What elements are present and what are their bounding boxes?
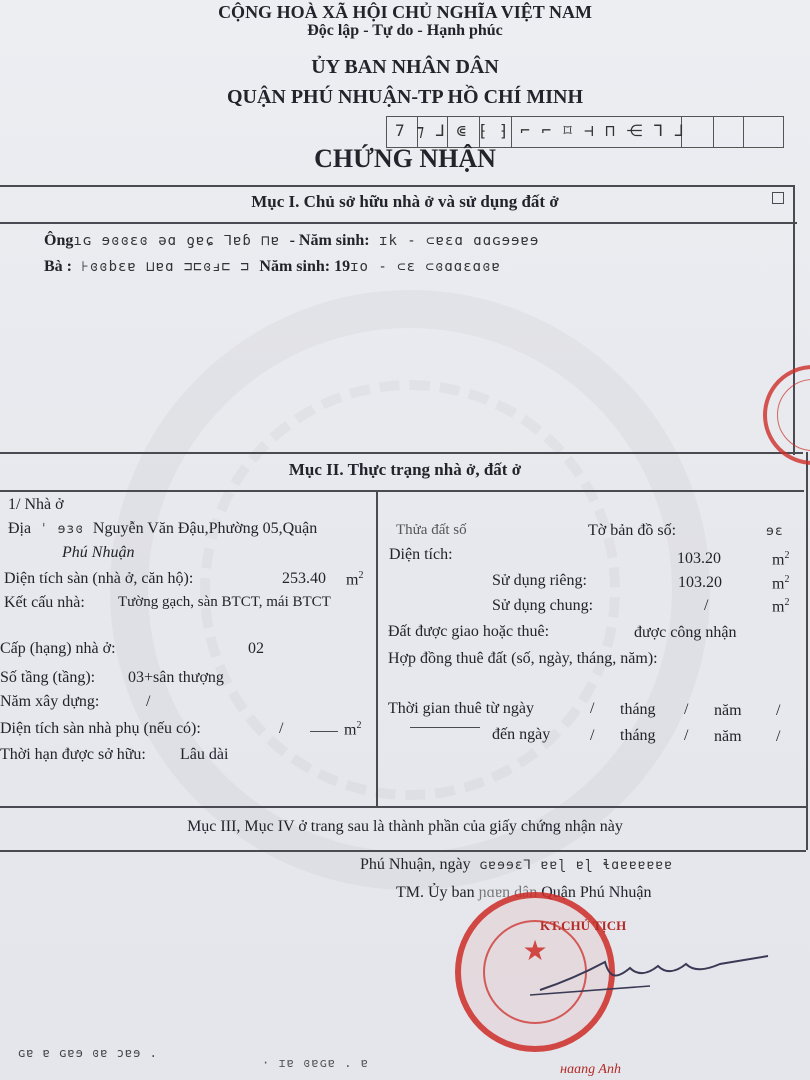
address-value: Nguyễn Văn Đậu,Phường 05,Quận bbox=[92, 520, 318, 537]
wife-birth-illegible: ɪo - ⊂ɛ ⊂ɞɑɑɛɑɞɐ bbox=[350, 259, 501, 275]
wife-name-illegible: ⊦ɞɞbɛɐ ⊔ɐɑ ⊐⊏ɞⅎ⊏ ⊐ bbox=[72, 259, 260, 275]
aux-area-label: Diện tích sàn nhà phụ (nếu có): bbox=[0, 720, 201, 737]
ownership-term-label: Thời hạn được sở hữu: bbox=[0, 746, 146, 763]
ownership-term-value: Lâu dài bbox=[180, 746, 229, 763]
agency-name: ỦY BAN NHÂN DÂN bbox=[311, 56, 499, 78]
area-unit: $m^2$ bbox=[772, 550, 790, 569]
private-use-label: Sử dụng riêng: bbox=[492, 572, 587, 589]
certificate-number-illegible: 7 ⁊ ⅃ ⋐ ⁅ ⁆ ⌐ ⌐ ⌑ ⊣ ⊓ ⋲ ⅂ ⅃ bbox=[395, 121, 685, 140]
signing-authority-suffix: Quận Phú Nhuận bbox=[541, 884, 652, 901]
lease-from-year-label: năm bbox=[714, 702, 742, 719]
lease-from-year: / bbox=[776, 702, 781, 719]
structure-value: Tường gạch, sàn BTCT, mái BTCT bbox=[118, 594, 331, 610]
wife-prefix: Bà : bbox=[44, 258, 72, 275]
lease-from-label: Thời gian thuê từ ngày bbox=[388, 700, 534, 717]
structure-label: Kết cấu nhà: bbox=[4, 594, 85, 611]
map-sheet-illegible: ɘɛ bbox=[766, 524, 784, 539]
private-use-unit: $m^2$ bbox=[772, 574, 790, 593]
owner-birth-label: - Năm sinh: bbox=[289, 232, 370, 249]
lease-to-month-label: tháng bbox=[620, 727, 656, 744]
document-title: CHỨNG NHẬN bbox=[314, 144, 496, 173]
signing-authority-obscured: ɲɑɐn dân bbox=[474, 884, 542, 901]
floor-area-unit: $m^2$ bbox=[346, 570, 364, 589]
floor-area-label: Diện tích sàn (nhà ở, căn hộ): bbox=[4, 570, 194, 587]
signer-title: KT.CHỦ TỊCH bbox=[540, 918, 627, 933]
bottom-number-illegible: · ɪɐ ɞɐɢɐ . ɐ bbox=[262, 1056, 369, 1070]
watermark-emblem-inner bbox=[200, 380, 620, 800]
lease-from-month-label: tháng bbox=[620, 701, 656, 718]
wife-birth-label: Năm sinh: 19 bbox=[259, 258, 351, 275]
national-title: CỘNG HOÀ XÃ HỘI CHỦ NGHĨA VIỆT NAM bbox=[218, 2, 592, 22]
address-label: Địa bbox=[8, 520, 32, 537]
bottom-left-note-illegible: ɢɐ ɐ ɢɐɘ ɞɐ ɔɐɘ . bbox=[18, 1046, 158, 1060]
lease-to-month: / bbox=[684, 727, 689, 744]
owner-name-illegible: ıɢ ɘɞɞɛɞ ǝɑ ƍɐɕ ⅂ɐɓ ⊓ɐ bbox=[73, 233, 290, 249]
signing-authority-prefix: TM. Ủy ban bbox=[396, 884, 475, 901]
year-built-label: Năm xây dựng: bbox=[0, 693, 100, 710]
lease-to-year: / bbox=[776, 728, 781, 745]
floor-area-value: 253.40 bbox=[282, 570, 326, 587]
section1-title: Mục I. Chủ sở hữu nhà ở và sử dụng đất ở bbox=[251, 192, 559, 211]
lease-to-label: đến ngày bbox=[492, 726, 551, 743]
seal-star-icon: ★ bbox=[522, 934, 548, 967]
area-value: 103.20 bbox=[677, 550, 721, 567]
lease-to-year-label: năm bbox=[714, 728, 742, 745]
land-assign-value: được công nhận bbox=[634, 624, 737, 641]
national-motto: Độc lập - Tự do - Hạnh phúc bbox=[307, 22, 503, 39]
map-sheet-label: Tờ bản đồ số: bbox=[588, 522, 677, 539]
registration-red-stamp bbox=[763, 365, 810, 465]
year-built-value: / bbox=[146, 693, 151, 710]
owner-prefix: Ông bbox=[44, 232, 74, 249]
signer-name-handwritten: ʜɑɑng Anh bbox=[560, 1062, 621, 1077]
private-use-value: 103.20 bbox=[678, 574, 722, 591]
lease-from-day: / bbox=[590, 700, 595, 717]
address-line bbox=[8, 520, 317, 538]
parcel-label: Thửa đất số bbox=[396, 522, 467, 538]
continuation-note: Mục III, Mục IV ở trang sau là thành phần của giấy chứng nhận này bbox=[187, 818, 623, 835]
lease-contract-label: Hợp đồng thuê đất (số, ngày, tháng, năm): bbox=[388, 650, 658, 667]
issue-date-illegible: ɢɐɘɘɛ⅂ ɐɐɭ ɐɭ ɬɑɐɐɐɐɐɐ bbox=[470, 858, 674, 873]
aux-area-unit: $m^2$ bbox=[344, 720, 362, 739]
grade-label: Cấp (hạng) nhà ở: bbox=[0, 640, 116, 657]
address-value-line2: Phú Nhuận bbox=[62, 544, 135, 561]
shared-use-unit: $m^2$ bbox=[772, 597, 790, 616]
agency-district: QUẬN PHÚ NHUẬN-TP HỒ CHÍ MINH bbox=[226, 86, 584, 108]
place-date: Phú Nhuận, ngày bbox=[360, 856, 471, 873]
handwritten-signature bbox=[530, 950, 780, 1000]
lease-from-month: / bbox=[684, 701, 689, 718]
address-number-illegible: ˈ ɘɜɞ bbox=[31, 522, 93, 537]
house-heading: 1/ Nhà ở bbox=[8, 496, 64, 513]
floors-label: Số tầng (tầng): bbox=[0, 669, 96, 686]
shared-use-value: / bbox=[704, 597, 709, 614]
owner-birth-illegible: ɪk - ⊂ɐɛɑ ɑɑɢɘɘɐɘ bbox=[369, 233, 540, 249]
area-label: Diện tích: bbox=[389, 546, 453, 563]
floors-value: 03+sân thượng bbox=[128, 669, 224, 686]
section2-title: Mục II. Thực trạng nhà ở, đất ở bbox=[288, 460, 522, 479]
place-date-line bbox=[360, 856, 673, 874]
owner-line bbox=[44, 232, 539, 250]
wife-line bbox=[44, 258, 501, 276]
shared-use-label: Sử dụng chung: bbox=[492, 597, 594, 614]
lease-to-day: / bbox=[590, 727, 595, 744]
aux-area-value: / bbox=[279, 720, 284, 737]
land-assign-label: Đất được giao hoặc thuê: bbox=[388, 623, 550, 640]
grade-value: 02 bbox=[248, 640, 264, 657]
